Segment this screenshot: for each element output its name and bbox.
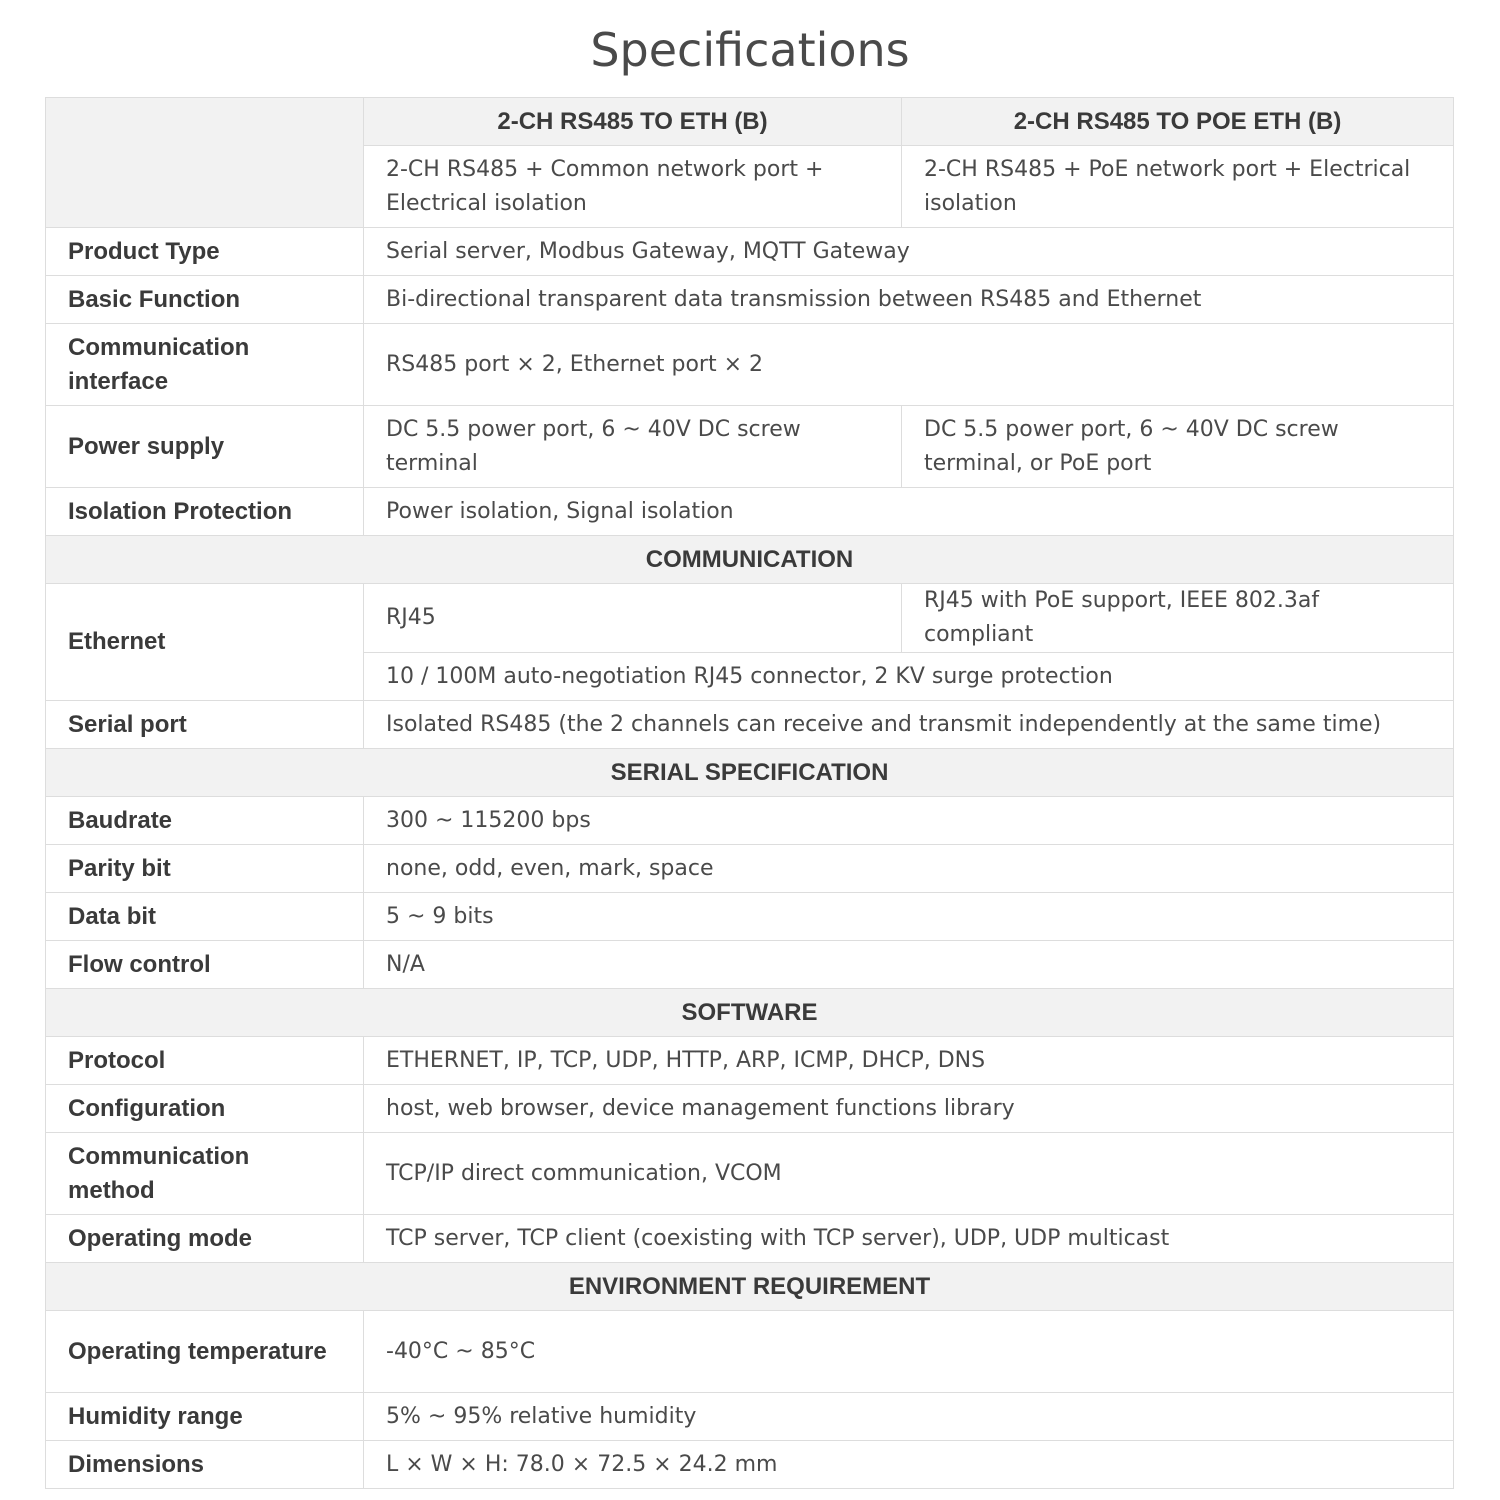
table-header-row xyxy=(46,98,1454,146)
table-row xyxy=(46,584,1454,653)
row-label: Data bit xyxy=(46,893,364,941)
row-label: Communication method xyxy=(46,1133,364,1215)
section-header: SOFTWARE xyxy=(46,989,1454,1037)
row-value-poe-eth: DC 5.5 power port, 6 ~ 40V DC screw terminal, or PoE port xyxy=(902,406,1454,488)
section-header-row xyxy=(46,749,1454,797)
table-row xyxy=(46,1441,1454,1489)
row-label: Communication interface xyxy=(46,324,364,406)
row-label: Configuration xyxy=(46,1085,364,1133)
table-row xyxy=(46,1311,1454,1393)
row-label: Isolation Protection xyxy=(46,488,364,536)
model-description-poe-eth: 2-CH RS485 + PoE network port + Electrical isolation xyxy=(902,146,1454,228)
section-header: COMMUNICATION xyxy=(46,536,1454,584)
table-row xyxy=(46,324,1454,406)
row-label: Humidity range xyxy=(46,1393,364,1441)
table-row xyxy=(46,488,1454,536)
row-value: Bi-directional transparent data transmission between RS485 and Ethernet xyxy=(364,276,1454,324)
row-value: Isolated RS485 (the 2 channels can receive and transmit independently at the same time) xyxy=(364,701,1454,749)
specifications-table xyxy=(45,97,1454,1489)
row-value: N/A xyxy=(364,941,1454,989)
table-row xyxy=(46,893,1454,941)
table-row xyxy=(46,228,1454,276)
row-value: host, web browser, device management functions library xyxy=(364,1085,1454,1133)
row-value: Serial server, Modbus Gateway, MQTT Gateway xyxy=(364,228,1454,276)
section-header: SERIAL SPECIFICATION xyxy=(46,749,1454,797)
section-header-row xyxy=(46,1263,1454,1311)
row-label: Operating temperature xyxy=(46,1311,364,1393)
row-value-poe-eth: RJ45 with PoE support, IEEE 802.3af compliant xyxy=(902,584,1454,653)
row-label: Product Type xyxy=(46,228,364,276)
row-value-eth: DC 5.5 power port, 6 ~ 40V DC screw terminal xyxy=(364,406,902,488)
row-value: RS485 port × 2, Ethernet port × 2 xyxy=(364,324,1454,406)
row-value: TCP/IP direct communication, VCOM xyxy=(364,1133,1454,1215)
row-label: Baudrate xyxy=(46,797,364,845)
row-label: Protocol xyxy=(46,1037,364,1085)
section-header-row xyxy=(46,989,1454,1037)
row-label: Operating mode xyxy=(46,1215,364,1263)
row-value: ETHERNET, IP, TCP, UDP, HTTP, ARP, ICMP, DHCP, DNS xyxy=(364,1037,1454,1085)
table-row xyxy=(46,797,1454,845)
row-value-eth: RJ45 xyxy=(364,584,902,653)
row-value: -40°C ~ 85°C xyxy=(364,1311,1454,1393)
row-value: 10 / 100M auto-negotiation RJ45 connector, 2 KV surge protection xyxy=(364,653,1454,701)
table-row xyxy=(46,276,1454,324)
row-label: Power supply xyxy=(46,406,364,488)
column-header-eth: 2-CH RS485 TO ETH (B) xyxy=(364,98,902,146)
row-label: Ethernet xyxy=(46,584,364,701)
row-value: 5% ~ 95% relative humidity xyxy=(364,1393,1454,1441)
table-row xyxy=(46,1037,1454,1085)
page-title: Specifications xyxy=(590,23,910,77)
row-value: L × W × H: 78.0 × 72.5 × 24.2 mm xyxy=(364,1441,1454,1489)
row-label: Parity bit xyxy=(46,845,364,893)
header-corner-cell xyxy=(46,98,364,228)
row-label: Basic Function xyxy=(46,276,364,324)
column-header-poe-eth: 2-CH RS485 TO POE ETH (B) xyxy=(902,98,1454,146)
table-row xyxy=(46,1133,1454,1215)
row-value: Power isolation, Signal isolation xyxy=(364,488,1454,536)
section-header-row xyxy=(46,536,1454,584)
row-value: none, odd, even, mark, space xyxy=(364,845,1454,893)
table-row xyxy=(46,1085,1454,1133)
row-label: Dimensions xyxy=(46,1441,364,1489)
row-value: 5 ~ 9 bits xyxy=(364,893,1454,941)
table-row xyxy=(46,845,1454,893)
row-value: TCP server, TCP client (coexisting with TCP server), UDP, UDP multicast xyxy=(364,1215,1454,1263)
table-row xyxy=(46,1393,1454,1441)
row-label: Flow control xyxy=(46,941,364,989)
row-value: 300 ~ 115200 bps xyxy=(364,797,1454,845)
table-row xyxy=(46,1215,1454,1263)
row-label: Serial port xyxy=(46,701,364,749)
table-row xyxy=(46,701,1454,749)
table-row xyxy=(46,941,1454,989)
model-description-eth: 2-CH RS485 + Common network port + Electrical isolation xyxy=(364,146,902,228)
section-header: ENVIRONMENT REQUIREMENT xyxy=(46,1263,1454,1311)
table-row xyxy=(46,406,1454,488)
